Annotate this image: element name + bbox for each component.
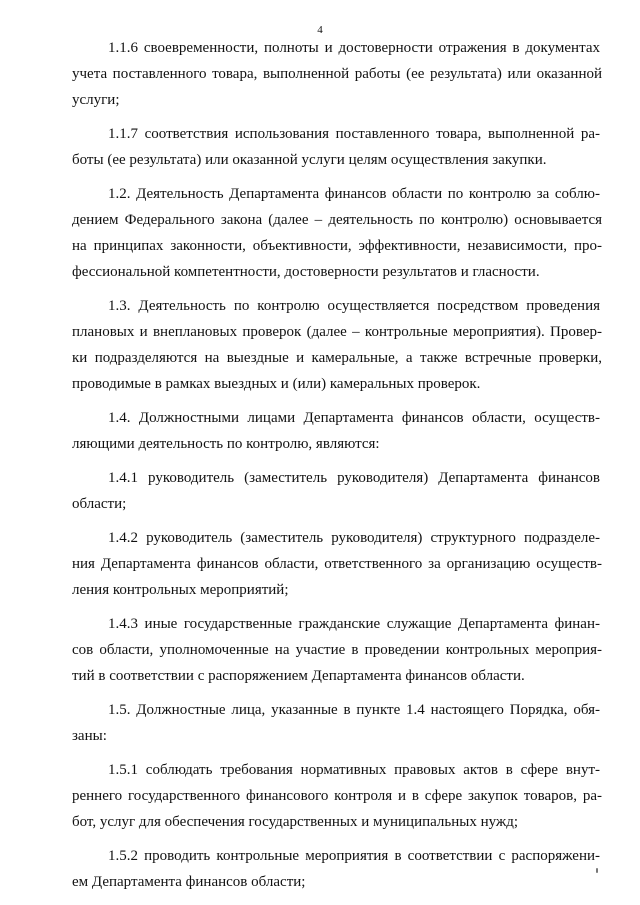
text-line: тий в соответствии с распоряжением Департамента финансов области.	[72, 668, 525, 684]
text-line: ки подразделяются на выездные и камеральные, а также встречные проверки,	[72, 350, 602, 366]
text-line: боты (ее результата) или оказанной услуги целям осуществления закупки.	[72, 152, 547, 168]
text-line: реннего государственного финансового контроля и в сфере закупок товаров, ра-	[72, 788, 602, 804]
page-number: 4	[317, 24, 323, 36]
text-line: на принципах законности, объективности, эффективности, независимости, про-	[72, 238, 602, 254]
text-line: 1.5.1 соблюдать требования нормативных правовых актов в сфере внут-	[108, 762, 600, 778]
text-line: услуги;	[72, 92, 120, 108]
text-line: ния Департамента финансов области, ответственного за организацию осуществ-	[72, 556, 602, 572]
text-line: плановых и внеплановых проверок (далее – контрольные мероприятия). Провер-	[72, 324, 602, 340]
text-line: проводимые в рамках выездных и (или) камеральных проверок.	[72, 376, 481, 392]
text-line: 1.1.6 своевременности, полноты и достоверности отражения в документах	[108, 40, 600, 56]
text-line: 1.3. Деятельность по контролю осуществляется посредством проведения	[108, 298, 600, 314]
text-line: фессиональной компетентности, достоверности результатов и гласности.	[72, 264, 540, 280]
text-line: 1.2. Деятельность Департамента финансов области по контролю за соблю-	[108, 186, 600, 202]
text-line: дением Федерального закона (далее – деятельность по контролю) основывается	[72, 212, 602, 228]
text-line: 1.4.1 руководитель (заместитель руководителя) Департамента финансов	[108, 470, 600, 486]
text-line: 1.4. Должностными лицами Департамента финансов области, осуществ-	[108, 410, 600, 426]
text-line: ем Департамента финансов области;	[72, 874, 306, 890]
text-line: 1.4.3 иные государственные гражданские служащие Департамента финан-	[108, 616, 600, 632]
text-line: 1.5.2 проводить контрольные мероприятия в соответствии с распоряжени-	[108, 848, 600, 864]
text-line: 1.1.7 соответствия использования поставленного товара, выполненной ра-	[108, 126, 600, 142]
text-line: заны:	[72, 728, 107, 744]
text-line: бот, услуг для обеспечения государственных и муниципальных нужд;	[72, 814, 519, 830]
scan-speck	[596, 868, 598, 873]
text-line: ления контрольных мероприятий;	[72, 582, 289, 598]
text-line: 1.4.2 руководитель (заместитель руководителя) структурного подразделе-	[108, 530, 600, 546]
text-line: сов области, уполномоченные на участие в проведении контрольных мероприя-	[72, 642, 602, 658]
text-line: 1.5. Должностные лица, указанные в пункте 1.4 настоящего Порядка, обя-	[108, 702, 600, 718]
text-line: учета поставленного товара, выполненной работы (ее результата) или оказанной	[72, 66, 602, 82]
text-line: области;	[72, 496, 127, 512]
text-line: ляющими деятельность по контролю, являются:	[72, 436, 380, 452]
